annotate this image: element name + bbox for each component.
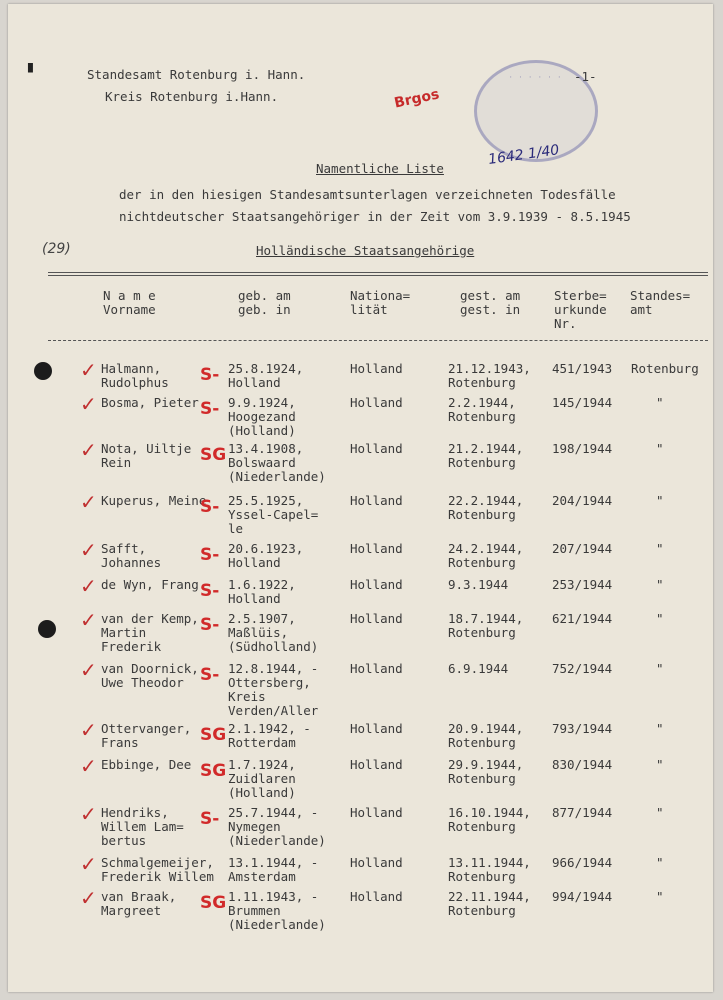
cell-name: Halmann, Rudolphus [101, 361, 169, 390]
office-line-2: Kreis Rotenburg i.Hann. [105, 89, 279, 104]
handwritten-reference: 1642 1/40 [487, 142, 561, 168]
cell-born: 13.4.1908, Bolswaard (Niederlande) [228, 441, 326, 484]
cell-born: 25.8.1924, Holland [228, 361, 304, 390]
cell-nationality: Holland [350, 395, 403, 410]
cell-name: Safft, Johannes [101, 541, 162, 570]
red-annotation: SG [200, 725, 227, 745]
cell-office: " [656, 757, 664, 772]
cell-nationality: Holland [350, 541, 403, 556]
cell-record: 966/1944 [552, 855, 613, 870]
cell-born: 25.5.1925, Yssel-Capel= le [228, 493, 319, 536]
cell-office: " [656, 721, 664, 736]
col-header-born: geb. am geb. in [238, 288, 291, 317]
red-annotation: S- [200, 665, 220, 685]
check-mark-icon: ✓ [80, 392, 97, 416]
red-annotation: SG [200, 761, 227, 781]
cell-record: 198/1944 [552, 441, 613, 456]
check-mark-icon: ✓ [80, 886, 97, 910]
cell-office: Rotenburg [631, 361, 699, 376]
cell-died: 21.12.1943, Rotenburg [448, 361, 531, 390]
cell-office: " [656, 441, 664, 456]
cell-born: 20.6.1923, Holland [228, 541, 304, 570]
check-mark-icon: ✓ [80, 852, 97, 876]
cell-nationality: Holland [350, 441, 403, 456]
cell-record: 207/1944 [552, 541, 613, 556]
cell-name: van Braak, Margreet [101, 889, 177, 918]
red-annotation: SG [200, 445, 227, 465]
cell-name: Nota, Uiltje Rein [101, 441, 192, 470]
cell-name: Bosma, Pieter [101, 395, 199, 410]
handwritten-annotation: Brgos [392, 86, 441, 112]
title-line-1: der in den hiesigen Standesamtsunterlagen verzeichneten Todesfälle [119, 187, 616, 202]
cell-died: 20.9.1944, Rotenburg [448, 721, 524, 750]
cell-office: " [656, 493, 664, 508]
cell-name: van der Kemp, Martin Frederik [101, 611, 199, 654]
cell-died: 9.3.1944 [448, 577, 509, 592]
check-mark-icon: ✓ [80, 358, 97, 382]
cell-nationality: Holland [350, 611, 403, 626]
cell-office: " [656, 395, 664, 410]
cell-nationality: Holland [350, 661, 403, 676]
cell-office: " [656, 577, 664, 592]
cell-office: " [656, 541, 664, 556]
check-mark-icon: ✓ [80, 658, 97, 682]
check-mark-icon: ✓ [80, 802, 97, 826]
cell-born: 1.11.1943, - Brummen (Niederlande) [228, 889, 326, 932]
cell-office: " [656, 805, 664, 820]
office-stamp: · · · · · · [474, 60, 598, 162]
cell-nationality: Holland [350, 721, 403, 736]
col-header-office: Standes= amt [630, 288, 691, 317]
cell-died: 13.11.1944, Rotenburg [448, 855, 531, 884]
cell-died: 6.9.1944 [448, 661, 509, 676]
cell-record: 145/1944 [552, 395, 613, 410]
header-rule-double [48, 272, 708, 276]
cell-office: " [656, 661, 664, 676]
check-mark-icon: ✓ [80, 718, 97, 742]
cell-died: 22.2.1944, Rotenburg [448, 493, 524, 522]
cell-name: van Doornick, Uwe Theodor [101, 661, 199, 690]
cell-name: Kuperus, Meine [101, 493, 207, 508]
col-header-record: Sterbe= urkunde Nr. [554, 288, 607, 331]
cell-nationality: Holland [350, 577, 403, 592]
document-title: Namentliche Liste [316, 161, 444, 176]
cell-record: 621/1944 [552, 611, 613, 626]
cell-born: 2.1.1942, - Rotterdam [228, 721, 311, 750]
cell-died: 21.2.1944, Rotenburg [448, 441, 524, 470]
cell-record: 994/1944 [552, 889, 613, 904]
cell-born: 12.8.1944, - Ottersberg, Kreis Verden/Aller [228, 661, 319, 718]
cell-office: " [656, 855, 664, 870]
cell-record: 793/1944 [552, 721, 613, 736]
cell-died: 2.2.1944, Rotenburg [448, 395, 516, 424]
cell-office: " [656, 889, 664, 904]
cell-record: 253/1944 [552, 577, 613, 592]
cell-name: Ottervanger, Frans [101, 721, 192, 750]
cell-died: 22.11.1944, Rotenburg [448, 889, 531, 918]
punch-hole-bottom [38, 620, 56, 638]
cell-died: 29.9.1944, Rotenburg [448, 757, 524, 786]
cell-record: 451/1943 [552, 361, 613, 376]
red-annotation: S- [200, 615, 220, 635]
cell-born: 1.6.1922, Holland [228, 577, 296, 606]
margin-note: (29) [42, 241, 71, 257]
cell-died: 18.7.1944, Rotenburg [448, 611, 524, 640]
cell-died: 16.10.1944, Rotenburg [448, 805, 531, 834]
cell-record: 830/1944 [552, 757, 613, 772]
check-mark-icon: ✓ [80, 538, 97, 562]
cell-nationality: Holland [350, 361, 403, 376]
header-rule-dashed [48, 340, 708, 341]
cell-nationality: Holland [350, 805, 403, 820]
cell-record: 204/1944 [552, 493, 613, 508]
cell-record: 877/1944 [552, 805, 613, 820]
cell-died: 24.2.1944, Rotenburg [448, 541, 524, 570]
red-annotation: S- [200, 809, 220, 829]
check-mark-icon: ✓ [80, 490, 97, 514]
cell-record: 752/1944 [552, 661, 613, 676]
check-mark-icon: ✓ [80, 438, 97, 462]
cell-nationality: Holland [350, 493, 403, 508]
check-mark-icon: ✓ [80, 754, 97, 778]
cell-nationality: Holland [350, 889, 403, 904]
red-annotation: S- [200, 365, 220, 385]
red-annotation: SG [200, 893, 227, 913]
page-number: -1- [574, 69, 597, 84]
red-annotation: S- [200, 497, 220, 517]
cell-born: 1.7.1924, Zuidlaren (Holland) [228, 757, 296, 800]
cell-name: de Wyn, Frang [101, 577, 199, 592]
cell-nationality: Holland [350, 855, 403, 870]
cell-born: 13.1.1944, - Amsterdam [228, 855, 319, 884]
col-header-name: N a m e Vorname [103, 288, 156, 317]
cell-nationality: Holland [350, 757, 403, 772]
red-annotation: S- [200, 399, 220, 419]
cell-name: Hendriks, Willem Lam= bertus [101, 805, 184, 848]
document-page [8, 4, 713, 992]
cell-name: Schmalgemeijer, Frederik Willem [101, 855, 214, 884]
cell-born: 25.7.1944, - Nymegen (Niederlande) [228, 805, 326, 848]
office-line-1: Standesamt Rotenburg i. Hann. [87, 67, 306, 82]
cell-born: 9.9.1924, Hoogezand (Holland) [228, 395, 296, 438]
cell-office: " [656, 611, 664, 626]
col-header-died: gest. am gest. in [460, 288, 521, 317]
red-annotation: S- [200, 581, 220, 601]
red-annotation: S- [200, 545, 220, 565]
section-heading: Holländische Staatsangehörige [256, 243, 475, 258]
col-header-nationality: Nationa= lität [350, 288, 411, 317]
check-mark-icon: ✓ [80, 574, 97, 598]
cell-born: 2.5.1907, Maßlüis, (Südholland) [228, 611, 319, 654]
staple-mark: ▘ [28, 63, 38, 82]
title-line-2: nichtdeutscher Staatsangehöriger in der Zeit vom 3.9.1939 - 8.5.1945 [119, 209, 631, 224]
cell-name: Ebbinge, Dee [101, 757, 192, 772]
punch-hole-top [34, 362, 52, 380]
check-mark-icon: ✓ [80, 608, 97, 632]
